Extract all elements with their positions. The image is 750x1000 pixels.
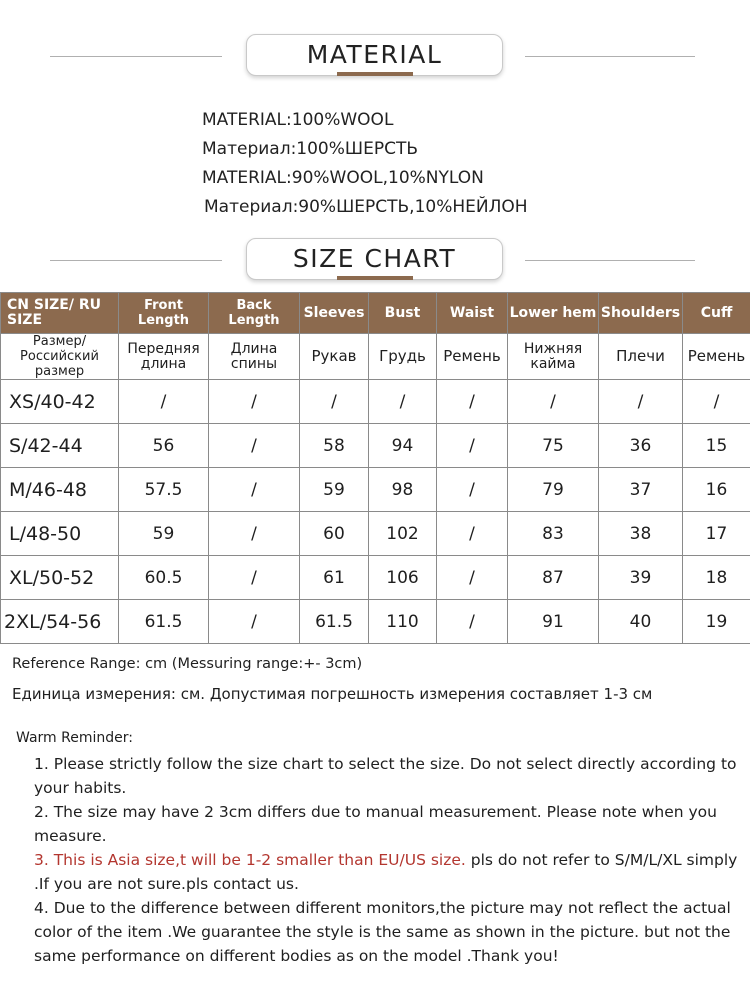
table-cell: 38 [599, 512, 683, 556]
table-cell: 83 [508, 512, 599, 556]
table-cell: 19 [683, 600, 750, 644]
divider-left [50, 260, 222, 261]
table-cell: / [209, 380, 300, 424]
size-cell: S/42-44 [1, 424, 119, 468]
table-row [1, 424, 750, 468]
size-chart-title: SIZE CHART [246, 238, 503, 280]
table-row [1, 556, 750, 600]
divider-right [525, 56, 695, 57]
material-line: Материал:100%ШЕРСТЬ [202, 139, 418, 159]
material-line: MATERIAL:100%WOOL [202, 110, 394, 130]
warm-reminder [16, 730, 741, 968]
table-cell: / [437, 468, 508, 512]
col-header: Waist [437, 293, 508, 334]
reminder-item: 2. The size may have 2 3cm differs due to manual measurement. Please note when you measure. [34, 803, 717, 845]
table-cell: 39 [599, 556, 683, 600]
table-cell: 102 [369, 512, 437, 556]
title-underbar [337, 72, 413, 76]
size-chart-table [0, 292, 750, 644]
table-row [1, 380, 750, 424]
table-cell: 61.5 [300, 600, 369, 644]
table-cell: 56 [119, 424, 209, 468]
material-line: Материал:90%ШЕРСТЬ,10%НЕЙЛОН [204, 197, 528, 217]
size-cell: XL/50-52 [1, 556, 119, 600]
table-cell: / [209, 468, 300, 512]
table-cell: 60.5 [119, 556, 209, 600]
table-cell: / [437, 600, 508, 644]
divider-right [525, 260, 695, 261]
col-header-ru: Размер/ Российский размер [1, 334, 119, 380]
table-cell: 61.5 [119, 600, 209, 644]
table-cell: / [508, 380, 599, 424]
divider-left [50, 56, 222, 57]
reminder-item: 4. Due to the difference between different monitors,the picture may not reflect the actual color of the item .We guarantee the style is the same as shown in the picture. but not the same performance on different bodies as on the model .Thank you! [34, 899, 731, 965]
col-header-ru: Рукав [300, 334, 369, 380]
table-row [1, 600, 750, 644]
table-header-ru [1, 334, 750, 380]
table-cell: / [437, 512, 508, 556]
table-cell: / [437, 556, 508, 600]
table-cell: 61 [300, 556, 369, 600]
reference-range-en: Reference Range: cm (Messuring range:+- 3cm) [12, 656, 363, 672]
table-row [1, 468, 750, 512]
reminder-item: 1. Please strictly follow the size chart to select the size. Do not select directly according to your habits. [34, 755, 737, 797]
col-header: Back Length [209, 293, 300, 334]
col-header: Cuff [683, 293, 750, 334]
table-cell: 60 [300, 512, 369, 556]
material-title: MATERIAL [246, 34, 503, 76]
col-header-ru: Ремень [437, 334, 508, 380]
title-underbar [337, 276, 413, 280]
table-cell: 110 [369, 600, 437, 644]
col-header: Sleeves [300, 293, 369, 334]
table-cell: / [437, 380, 508, 424]
col-header-ru: Грудь [369, 334, 437, 380]
col-header: Front Length [119, 293, 209, 334]
table-cell: 15 [683, 424, 750, 468]
table-cell: 58 [300, 424, 369, 468]
col-header-ru: Плечи [599, 334, 683, 380]
table-cell: 37 [599, 468, 683, 512]
table-cell: / [209, 600, 300, 644]
table-cell: 98 [369, 468, 437, 512]
col-header-ru: Передняя длина [119, 334, 209, 380]
table-cell: / [209, 556, 300, 600]
table-row [1, 512, 750, 556]
table-cell: 18 [683, 556, 750, 600]
table-cell: / [209, 512, 300, 556]
table-cell: 87 [508, 556, 599, 600]
size-chart-section-header [0, 238, 750, 288]
size-cell: XS/40-42 [1, 380, 119, 424]
table-cell: / [369, 380, 437, 424]
reminder-warning: 3. This is Asia size,t will be 1-2 smaller than EU/US size. [34, 851, 466, 869]
col-header: Shoulders [599, 293, 683, 334]
col-header: CN SIZE/ RU SIZE [1, 293, 119, 334]
table-cell: 79 [508, 468, 599, 512]
material-list [202, 106, 528, 222]
size-cell: L/48-50 [1, 512, 119, 556]
table-cell: 17 [683, 512, 750, 556]
table-cell: 94 [369, 424, 437, 468]
table-cell: 40 [599, 600, 683, 644]
table-cell: / [599, 380, 683, 424]
table-cell: 57.5 [119, 468, 209, 512]
table-cell: 36 [599, 424, 683, 468]
table-cell: 16 [683, 468, 750, 512]
table-cell: / [119, 380, 209, 424]
size-cell: 2XL/54-56 [1, 600, 119, 644]
col-header: Lower hem [508, 293, 599, 334]
material-line: MATERIAL:90%WOOL,10%NYLON [202, 168, 484, 188]
reminder-title: Warm Reminder: [16, 730, 133, 746]
col-header: Bust [369, 293, 437, 334]
table-cell: 59 [300, 468, 369, 512]
col-header-ru: Нижняя кайма [508, 334, 599, 380]
col-header-ru: Ремень [683, 334, 750, 380]
table-cell: / [209, 424, 300, 468]
col-header-ru: Длина спины [209, 334, 300, 380]
table-cell: / [437, 424, 508, 468]
reference-range-ru: Единица измерения: см. Допустимая погрешность измерения составляет 1-3 см [12, 685, 653, 703]
reminder-list [16, 752, 741, 968]
table-cell: 75 [508, 424, 599, 468]
size-cell: M/46-48 [1, 468, 119, 512]
reminder-item: 3. This is Asia size,t will be 1-2 smaller than EU/US size. pls do not refer to S/M/L/XL simply .If you are not sure.pls contact us. [34, 851, 738, 893]
table-header-en [1, 293, 750, 334]
table-cell: / [683, 380, 750, 424]
table-cell: 59 [119, 512, 209, 556]
table-cell: 91 [508, 600, 599, 644]
material-section-header [0, 34, 750, 84]
table-cell: / [300, 380, 369, 424]
table-cell: 106 [369, 556, 437, 600]
